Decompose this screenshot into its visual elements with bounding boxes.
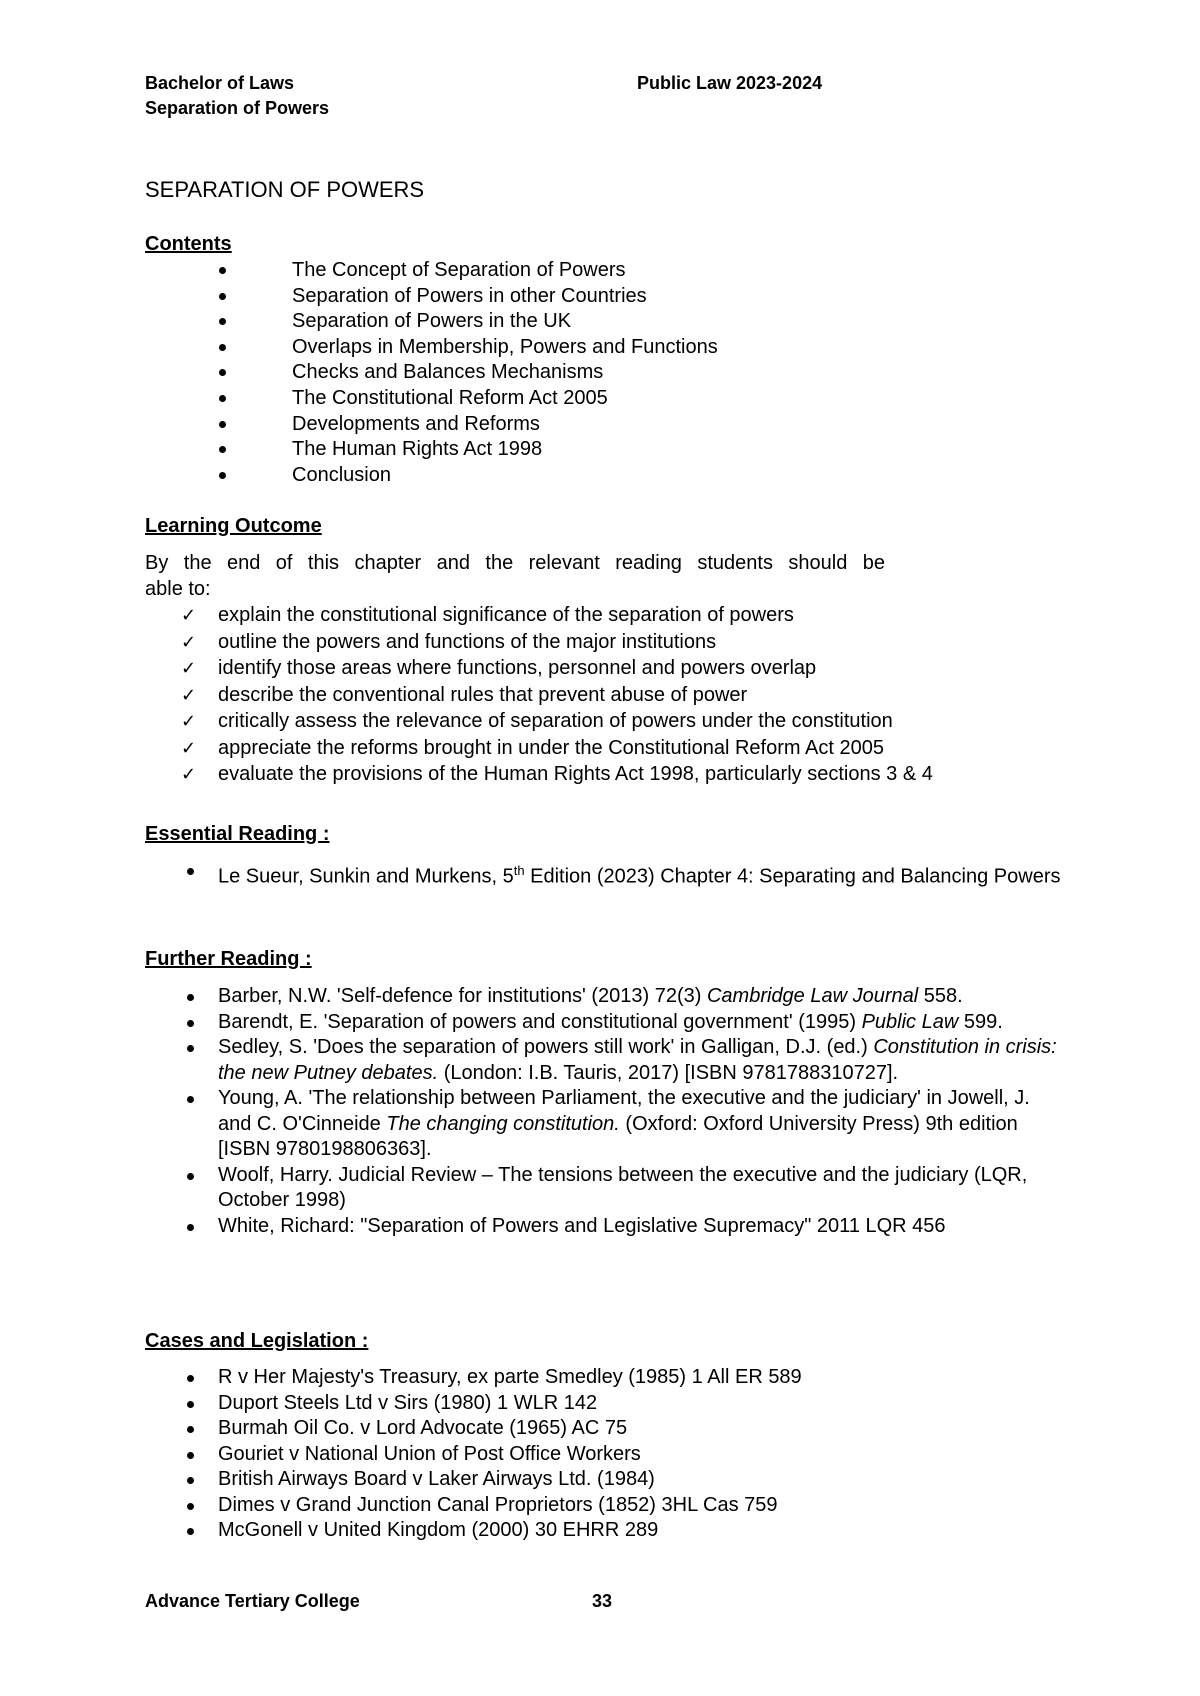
bullet-icon — [187, 1477, 194, 1484]
bullet-icon — [187, 868, 194, 875]
contents-item: Separation of Powers in other Countries — [145, 284, 1045, 310]
further-reading-heading: Further Reading : — [145, 948, 312, 970]
checkmark-icon: ✓ — [181, 605, 197, 625]
footer-institution: Advance Tertiary College — [145, 1591, 360, 1611]
contents-list — [145, 258, 1045, 488]
bullet-icon — [187, 1528, 194, 1535]
bullet-icon — [187, 1173, 194, 1180]
checkmark-icon: ✓ — [181, 764, 197, 784]
checkmark-icon: ✓ — [181, 658, 197, 678]
reference-item: Young, A. 'The relationship between Parliament, the executive and the judiciary' in Jowell, J. and C. O'Cinneide The changing constitution. (Oxford: Oxford University Press) 9th edition [ISBN 9780198806363]. — [145, 1086, 1062, 1163]
reference-item: Barendt, E. 'Separation of powers and constitutional government' (1995) Public Law 599. — [145, 1010, 1062, 1036]
essential-reading-heading: Essential Reading : — [145, 823, 330, 845]
bullet-icon — [219, 369, 226, 376]
bullet-icon — [187, 1375, 194, 1382]
further-reading-list — [145, 984, 1062, 1239]
list-item: Le Sueur, Sunkin and Murkens, 5th Edition (2023) Chapter 4: Separating and Balancing Powers — [145, 858, 1062, 890]
bullet-icon — [219, 395, 226, 402]
bullet-icon — [187, 994, 194, 1001]
checkmark-icon: ✓ — [181, 631, 197, 652]
bullet-icon — [187, 1045, 194, 1052]
bullet-icon — [219, 318, 226, 325]
outcome-item: ✓ identify those areas where functions, personnel and powers overlap — [145, 655, 1075, 682]
bullet-icon — [219, 293, 226, 300]
case-item: McGonell v United Kingdom (2000) 30 EHRR 289 — [145, 1518, 1062, 1544]
outcome-item: ✓ critically assess the relevance of separation of powers under the constitution — [145, 708, 1075, 735]
contents-item: Separation of Powers in the UK — [145, 309, 1045, 335]
header-course: Bachelor of Laws — [145, 73, 295, 93]
outcome-item: ✓ appreciate the reforms brought in under the Constitutional Reform Act 2005 — [145, 735, 1075, 762]
page-number: 33 — [592, 1591, 613, 1611]
bullet-icon — [187, 1224, 194, 1231]
bullet-icon — [219, 344, 226, 351]
case-item: Gouriet v National Union of Post Office Workers — [145, 1442, 1062, 1468]
checkmark-icon: ✓ — [181, 711, 197, 731]
contents-item: The Concept of Separation of Powers — [145, 258, 1045, 284]
contents-item: Conclusion — [145, 463, 1045, 489]
learning-outcome-intro-line2: able to: — [145, 578, 211, 600]
cases-heading: Cases and Legislation : — [145, 1330, 369, 1352]
checkmark-icon: ✓ — [181, 684, 197, 705]
header-topic: Separation of Powers — [145, 98, 330, 118]
bullet-icon — [219, 421, 226, 428]
contents-item: The Human Rights Act 1998 — [145, 437, 1045, 463]
contents-heading: Contents — [145, 233, 232, 255]
reference-item: Sedley, S. 'Does the separation of powers still work' in Galligan, D.J. (ed.) Constitution in crisis: the new Putney debates. (London: I.B. Tauris, 2017) [ISBN 9781788310727]. — [145, 1035, 1062, 1086]
case-item: R v Her Majesty's Treasury, ex parte Smedley (1985) 1 All ER 589 — [145, 1365, 1062, 1391]
bullet-icon — [219, 472, 226, 479]
case-item: Duport Steels Ltd v Sirs (1980) 1 WLR 142 — [145, 1391, 1062, 1417]
contents-item: The Constitutional Reform Act 2005 — [145, 386, 1045, 412]
learning-outcome-heading: Learning Outcome — [145, 515, 322, 537]
outcome-item: ✓ describe the conventional rules that prevent abuse of power — [145, 682, 1075, 709]
cases-list — [145, 1365, 1062, 1544]
learning-outcome-intro-line1: By the end of this chapter and the relevant reading students should be — [145, 552, 885, 574]
bullet-icon — [187, 1096, 194, 1103]
header-module: Public Law 2023-2024 — [637, 73, 823, 93]
bullet-icon — [187, 1401, 194, 1408]
contents-item: Overlaps in Membership, Powers and Functions — [145, 335, 1045, 361]
bullet-icon — [187, 1426, 194, 1433]
checkmark-icon: ✓ — [181, 737, 197, 758]
contents-item: Checks and Balances Mechanisms — [145, 360, 1045, 386]
outcome-item: ✓ evaluate the provisions of the Human Rights Act 1998, particularly sections 3 & 4 — [145, 761, 1075, 788]
outcome-item: ✓ explain the constitutional significance of the separation of powers — [145, 602, 1075, 629]
case-item: Burmah Oil Co. v Lord Advocate (1965) AC 75 — [145, 1416, 1062, 1442]
case-item: Dimes v Grand Junction Canal Proprietors (1852) 3HL Cas 759 — [145, 1493, 1062, 1519]
reference-item: Barber, N.W. 'Self-defence for institutions' (2013) 72(3) Cambridge Law Journal 558. — [145, 984, 1062, 1010]
case-item: British Airways Board v Laker Airways Ltd. (1984) — [145, 1467, 1062, 1493]
bullet-icon — [187, 1452, 194, 1459]
bullet-icon — [187, 1503, 194, 1510]
contents-item: Developments and Reforms — [145, 412, 1045, 438]
bullet-icon — [219, 446, 226, 453]
outcome-item: ✓ outline the powers and functions of the major institutions — [145, 629, 1075, 656]
essential-reading-list — [145, 858, 1062, 890]
reference-item: White, Richard: "Separation of Powers and Legislative Supremacy" 2011 LQR 456 — [145, 1214, 1062, 1240]
bullet-icon — [219, 267, 226, 274]
page-title: SEPARATION OF POWERS — [145, 177, 425, 202]
bullet-icon — [187, 1020, 194, 1027]
learning-outcome-list — [145, 602, 1075, 788]
reference-item: Woolf, Harry. Judicial Review – The tensions between the executive and the judiciary (LQR, October 1998) — [145, 1163, 1062, 1214]
